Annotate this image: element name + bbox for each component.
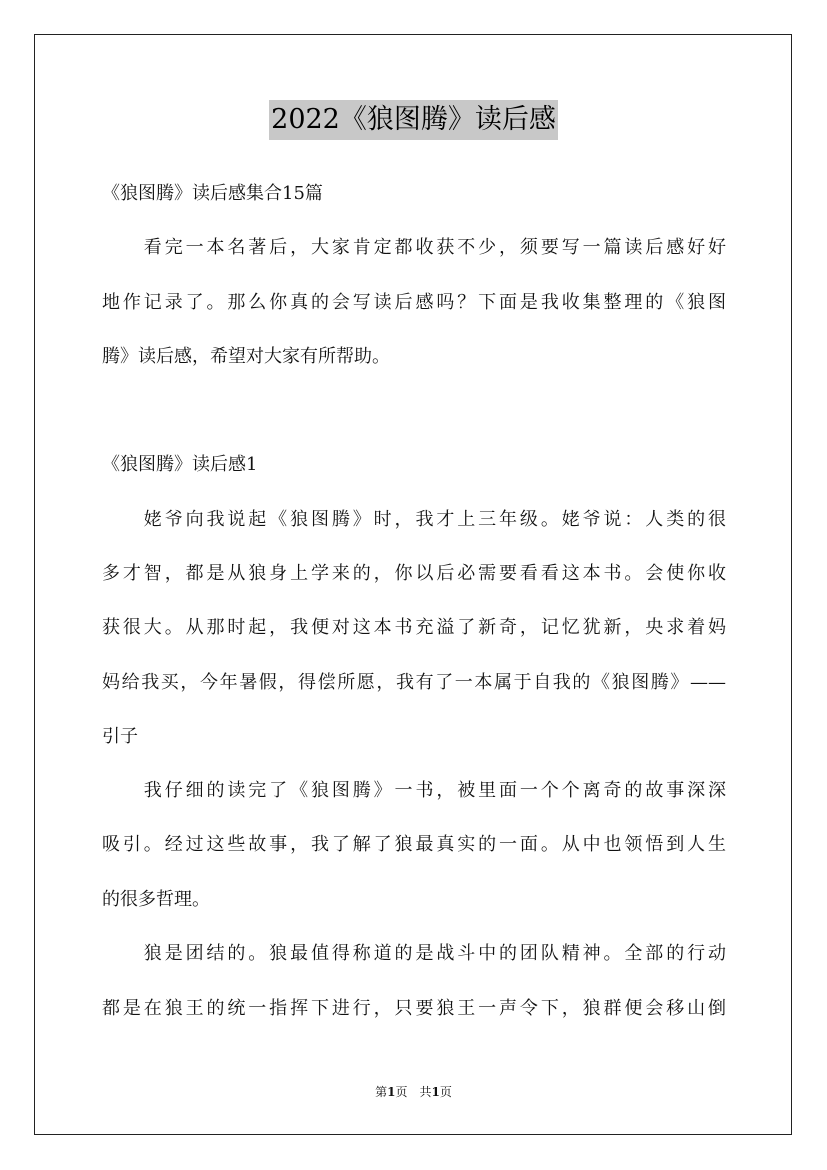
footer-page-prefix: 第 <box>375 1085 388 1099</box>
para1-line-5: 引子 <box>102 726 138 747</box>
footer-total-prefix: 共 <box>419 1085 432 1099</box>
footer-total-suffix: 页 <box>439 1085 452 1099</box>
para1-line-2: 多才智，都是从狼身上学来的，你以后必需要看看这本书。会使你收 <box>102 563 726 584</box>
footer-page-number: 1 <box>387 1085 396 1099</box>
para1-line-4: 妈给我买，今年暑假，得偿所愿，我有了一本属于自我的《狼图腾》—— <box>102 672 726 693</box>
para1-line-3: 获很大。从那时起，我便对这本书充溢了新奇，记忆犹新，央求着妈 <box>102 617 726 638</box>
para2-line-1: 我仔细的读完了《狼图腾》一书，被里面一个个离奇的故事深深 <box>102 780 726 801</box>
para3-line-1: 狼是团结的。狼最值得称道的是战斗中的团队精神。全部的行动 <box>102 943 726 964</box>
intro-line-3: 腾》读后感，希望对大家有所帮助。 <box>102 346 390 367</box>
intro-line-2: 地作记录了。那么你真的会写读后感吗？下面是我收集整理的《狼图 <box>102 292 726 313</box>
footer-page-suffix: 页 <box>395 1085 408 1099</box>
para3-line-2: 都是在狼王的统一指挥下进行，只要狼王一声令下，狼群便会移山倒 <box>102 998 726 1019</box>
title-container <box>0 100 827 140</box>
section-heading: 《狼图腾》读后感1 <box>102 454 258 475</box>
intro-line-1: 看完一本名著后，大家肯定都收获不少，须要写一篇读后感好好 <box>102 237 726 258</box>
para1-line-1: 姥爷向我说起《狼图腾》时，我才上三年级。姥爷说：人类的很 <box>102 509 726 530</box>
para2-line-3: 的很多哲理。 <box>102 889 210 910</box>
page-footer <box>0 1084 827 1100</box>
footer-total-number: 1 <box>431 1085 440 1099</box>
document-title: 2022《狼图腾》读后感 <box>269 100 558 140</box>
document-subtitle: 《狼图腾》读后感集合15篇 <box>102 183 323 204</box>
para2-line-2: 吸引。经过这些故事，我了解了狼最真实的一面。从中也领悟到人生 <box>102 834 726 855</box>
